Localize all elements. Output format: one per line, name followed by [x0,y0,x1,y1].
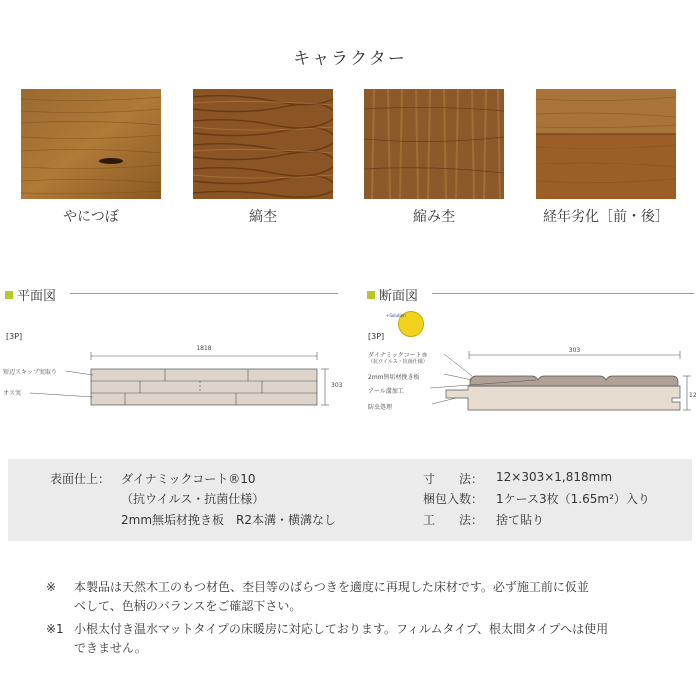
swatch-label-aging: 経年劣化［前・後］ [543,209,669,225]
plan-3p-label: [3P] [6,332,23,341]
accent-square-icon [367,291,375,299]
plan-view-diagram [0,345,345,415]
note-1-line-2: べして、色柄のバランスをご確認下さい。 [74,599,302,613]
section-title: キャラクター [293,49,407,69]
spec-finish-value-3: 2mm無垢材挽き板 R2本溝・横溝なし [121,513,336,527]
note-1-line-1: 本製品は天然木工のもつ材色、杢目等のばらつきを適度に再現した床材です。必ず施工前に仮並 [74,580,589,594]
note-1-mark: ※ [46,580,57,594]
spec-size-label: 寸 法： [423,472,484,486]
note-1 [46,578,686,616]
swatch-aging-image [536,89,676,199]
note-2 [46,620,686,658]
spec-method-value: 捨て貼り [496,513,545,527]
plan-width-dimension: 303 [331,382,343,389]
note-2-line-1: 小根太付き温水マットタイプの床暖房に対応しております。フィルムタイプ、根太間タイプへは使用 [74,622,609,636]
label-groove: アール溝加工 [368,388,404,395]
spec-finish-label: 表面仕上： [50,472,111,486]
spec-pack-value: 1ケース3枚（1.65m²）入り [496,492,650,506]
section-3p-label: [3P] [368,332,385,341]
accent-square-icon [5,291,13,299]
section-view-diagram [360,340,700,420]
note-2-mark: ※1 [46,622,64,636]
swatch-label-chijimimoku: 縮み杢 [413,209,455,225]
section-thickness-dimension: 12 [689,392,697,399]
spec-finish-value-2: （抗ウイルス・抗菌仕様） [121,492,265,506]
swatch-shimamoku-image [193,89,333,199]
spec-size-value: 12×303×1,818mm [496,470,613,484]
swatch-label-yanitsubo: やにつぼ [63,209,119,225]
plan-tongue-label: オス実 [3,390,21,397]
note-2-line-2: できません。 [74,641,147,655]
swatch-chijimimoku-image [364,89,504,199]
swatch-label-shimamoku: 縞杢 [249,209,277,225]
swatch-yanitsubo-image [21,89,161,199]
spec-finish-value-1: ダイナミックコート®10 [121,472,256,486]
solution-logo-text: +Solution [386,313,406,318]
section-divider [432,293,694,294]
plan-edge-label: 短辺スキップ実取り [3,369,57,376]
section-view-title: 断面図 [379,289,419,304]
section-view-heading [367,285,418,304]
label-dynamic-coat: ダイナミックコート® [368,352,428,359]
plan-view-heading [5,285,56,304]
plan-divider [70,293,338,294]
section-width-dimension: 303 [568,347,581,354]
label-dynamic-coat-sub: （抗ウイルス・抗菌仕様） [368,359,428,365]
label-veneer: 2mm無垢材挽き板 [368,374,420,381]
spec-method-label: 工 法： [423,513,484,527]
plan-length-dimension: 1818 [196,345,212,352]
plan-view-title: 平面図 [17,289,57,304]
spec-pack-label: 梱包入数： [423,492,484,506]
label-insect-treatment: 防虫処理 [368,404,393,411]
